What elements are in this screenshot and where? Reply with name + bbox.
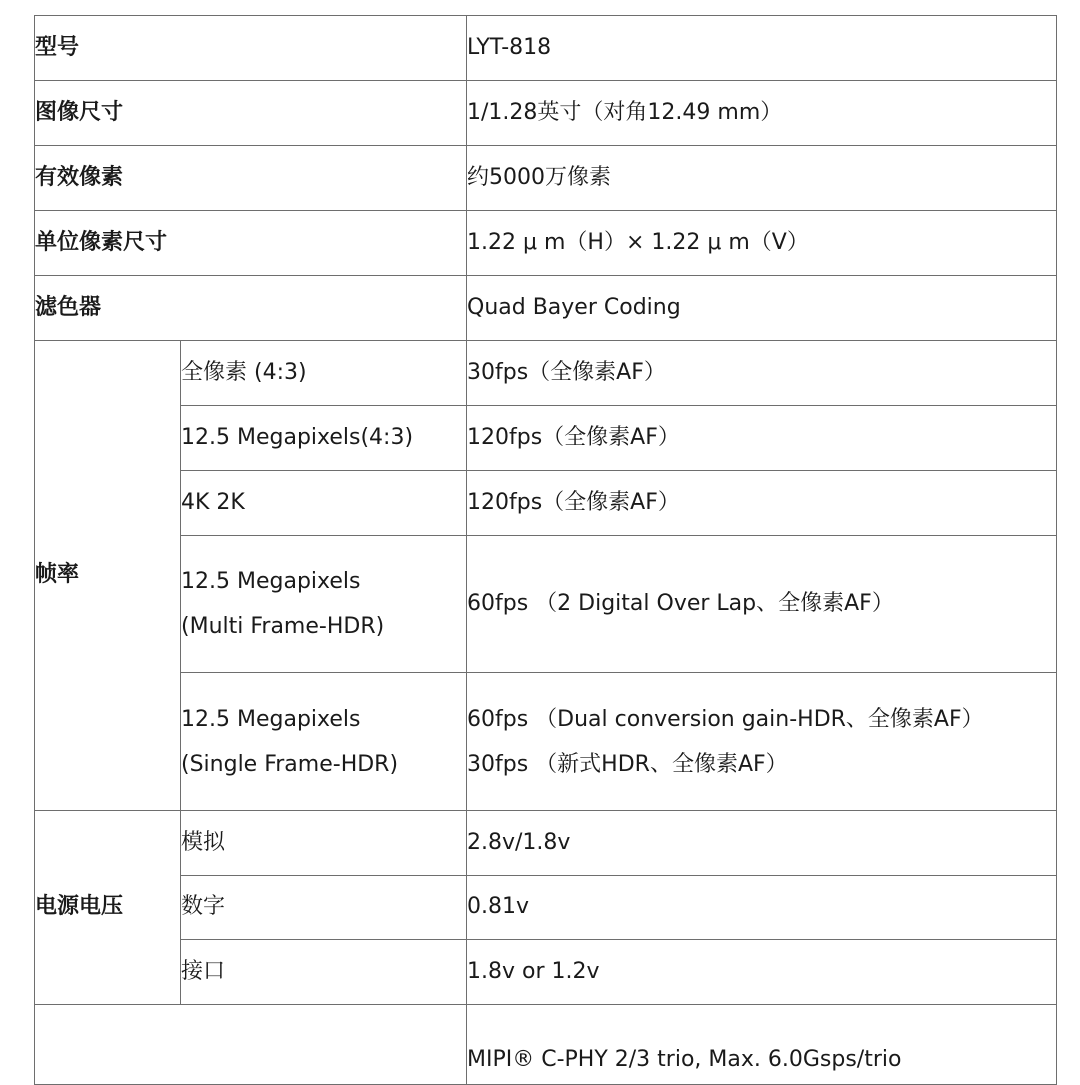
voltage-value: 2.8v/1.8v	[467, 811, 1057, 876]
color-filter-label: 滤色器	[35, 276, 467, 341]
frame-rate-value: 120fps（全像素AF）	[467, 406, 1057, 471]
effective-pixels-value: 约5000万像素	[467, 146, 1057, 211]
frame-rate-value-line: 60fps （Dual conversion gain-HDR、全像素AF）	[467, 706, 984, 732]
table-row-image-size	[35, 81, 1057, 146]
frame-rate-value: 30fps（全像素AF）	[467, 341, 1057, 406]
voltage-type: 模拟	[181, 811, 467, 876]
unit-pixel-size-value: 1.22 μ m（H）× 1.22 μ m（V）	[467, 211, 1057, 276]
frame-rate-mode-line: (Single Frame-HDR)	[181, 751, 399, 777]
frame-rate-mode: 4K 2K	[181, 471, 467, 536]
table-row-frame-rate-5	[35, 673, 1057, 811]
frame-rate-mode: 12.5 Megapixels(4:3)	[181, 406, 467, 471]
table-row-voltage-2	[35, 876, 1057, 940]
table-row-interface	[35, 1005, 1057, 1085]
model-label: 型号	[35, 16, 467, 81]
frame-rate-label: 帧率	[35, 341, 181, 811]
table-row-unit-pixel-size	[35, 211, 1057, 276]
frame-rate-mode-line: 12.5 Megapixels	[181, 569, 361, 594]
table-row-frame-rate-2	[35, 406, 1057, 471]
interface-value	[467, 1005, 1057, 1085]
table-row-model	[35, 16, 1057, 81]
supply-voltage-label: 电源电压	[35, 811, 181, 1005]
unit-pixel-size-label: 单位像素尺寸	[35, 211, 467, 276]
top-margin	[0, 0, 1080, 16]
voltage-type: 接口	[181, 940, 467, 1005]
spec-table	[34, 15, 1057, 1085]
table-row-frame-rate-3	[35, 471, 1057, 536]
frame-rate-value: 120fps（全像素AF）	[467, 471, 1057, 536]
model-value: LYT-818	[467, 16, 1057, 81]
frame-rate-value-line: 30fps （新式HDR、全像素AF）	[467, 751, 788, 777]
image-size-label: 图像尺寸	[35, 81, 467, 146]
table-row-color-filter	[35, 276, 1057, 341]
frame-rate-mode: 全像素 (4:3)	[181, 341, 467, 406]
frame-rate-mode	[181, 673, 467, 811]
image-size-value: 1/1.28英寸（对角12.49 mm）	[467, 81, 1057, 146]
voltage-value: 1.8v or 1.2v	[467, 940, 1057, 1005]
frame-rate-mode-line: 12.5 Megapixels	[181, 706, 361, 732]
table-row-voltage-1	[35, 811, 1057, 876]
table-row-voltage-3	[35, 940, 1057, 1005]
frame-rate-value: 60fps （2 Digital Over Lap、全像素AF）	[467, 536, 1057, 673]
table-row-frame-rate-4	[35, 536, 1057, 673]
table-row-effective-pixels	[35, 146, 1057, 211]
voltage-type: 数字	[181, 876, 467, 940]
effective-pixels-label: 有效像素	[35, 146, 467, 211]
interface-value-text: MIPI® C-PHY 2/3 trio, Max. 6.0Gsps/trio	[467, 1047, 902, 1073]
frame-rate-value	[467, 673, 1057, 811]
table-row-frame-rate-1	[35, 341, 1057, 406]
voltage-value: 0.81v	[467, 876, 1057, 940]
frame-rate-mode-line: (Multi Frame-HDR)	[181, 614, 385, 639]
color-filter-value: Quad Bayer Coding	[467, 276, 1057, 341]
interface-label-cell	[35, 1005, 467, 1085]
frame-rate-mode	[181, 536, 467, 673]
